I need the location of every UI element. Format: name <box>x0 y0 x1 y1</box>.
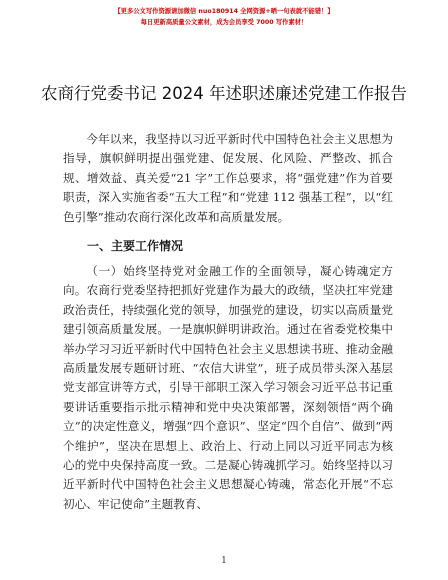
promo-banner <box>0 6 448 28</box>
intro-paragraph: 今年以来，我坚持以习近平新时代中国特色社会主义思想为指导，旗帜鲜明提出强党建、促发展、化风险、严整改、抓合规、增效益、真关爱“21 字”工作总要求，将“强党建”作为首要职责，深入实施省委“五大工程”和“党建 112 强基工程”，以“红色引擎”推动农商行深化改革和高质量发展。 <box>63 132 393 224</box>
body-paragraph: （一）始终坚持党对金融工作的全面领导，凝心铸魂定方向。农商行党委坚持把抓好党建作为最大的政绩，坚决扛牢党建政治责任，持续强化党的领导，加强党的建设，切实以高质量党建引领高质量发展。一是旗帜鲜明讲政治。通过在省委党校集中举办学习习近平新时代中国特色社会主义思想读书班、推动金融高质量发展专题研讨班、“农信大讲堂”，班子成员带头深入基层党支部宣讲等方式，引导干部职工深入学习领会习近平总书记重要讲话重要指示批示精神和党中央决策部署，深刻领悟“两个确立”的决定性意义，增强“四个意识”、坚定“四个自信”、做到“两个维护”，坚决在思想上、政治上、行动上同以习近平同志为核心的党中央保持高度一致。二是凝心铸魂抓学习。始终坚持以习近平新时代中国特色社会主义思想凝心铸魂，常态化开展“不忘初心、牢记使命”主题教育、 <box>63 264 393 511</box>
page-number: 1 <box>221 556 227 566</box>
section-heading: 一、主要工作情况 <box>87 239 184 253</box>
promo-banner-line-2: 每日更新高质量公文素材，成为会员享受 7000 写作素材！ <box>140 19 308 26</box>
promo-banner-line-1: 【更多公文写作资源请加微信 nuo180914 全网资源+晒一句表就不能错！】 <box>114 8 334 15</box>
document-title: 农商行党委书记 2024 年述职述廉述党建工作报告 <box>41 84 407 103</box>
